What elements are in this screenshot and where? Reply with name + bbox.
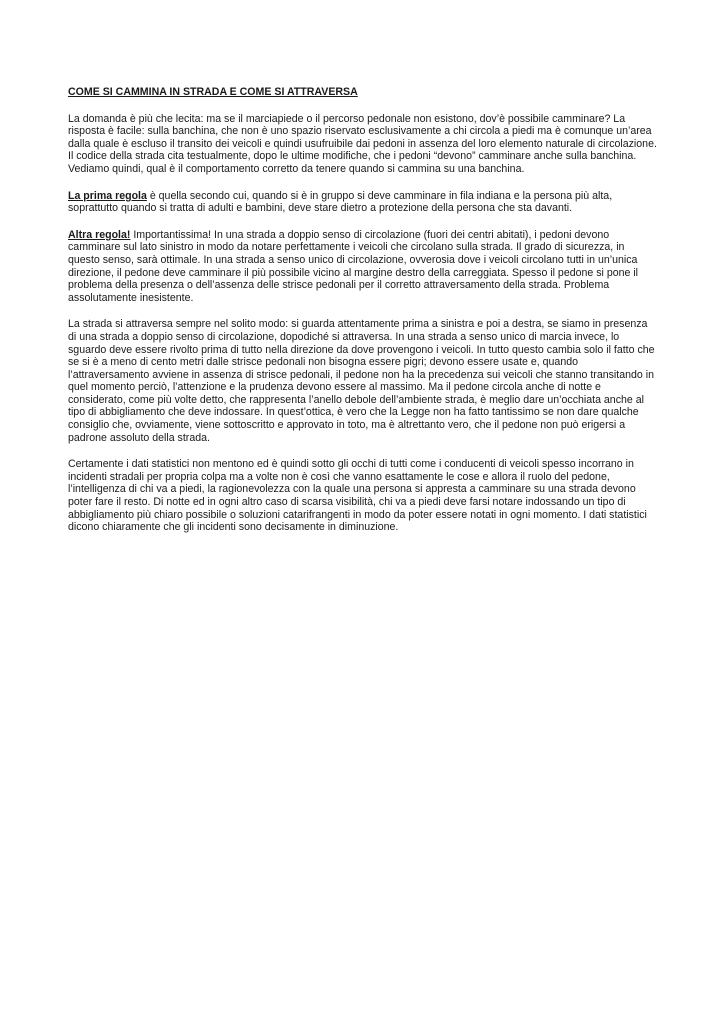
- paragraph-2-lead: La prima regola: [68, 189, 147, 202]
- paragraph-3: [68, 229, 658, 305]
- paragraph-1: [68, 113, 658, 176]
- paragraph-1-text: La domanda è più che lecita: ma se il marciapiede o il percorso pedonale non esistono, dov’è possibile camminare? La risposta è facile: sulla banchina, che non è uno spazio riservato esclusivamente a chi circola a piedi ma è comunque un’area dalla quale è escluso il transito dei veicoli e quindi usufruibile dai pedoni in assenza del loro elemento naturale di circolazione. Il codice della strada cita testualmente, dopo le ultime modifiche, che i pedoni “devono” camminare anche sulla banchina. Vediamo quindi, qual è il comportamento corretto da tenere quando si cammina su una banchina.: [68, 112, 657, 175]
- paragraph-2: [68, 190, 658, 215]
- document-page: [68, 86, 658, 548]
- paragraph-2-text: è quella secondo cui, quando si è in gruppo si deve camminare in fila indiana e la persona più alta, soprattutto quando si tratta di adulti e bambini, deve stare dietro a protezione della persona che sta davanti.: [68, 189, 613, 215]
- document-title: COME SI CAMMINA IN STRADA E COME SI ATTRAVERSA: [68, 86, 358, 98]
- paragraph-5: [68, 458, 658, 534]
- paragraph-4: [68, 318, 658, 444]
- paragraph-4-text: La strada si attraversa sempre nel solito modo: si guarda attentamente prima a sinistra e poi a destra, se siamo in presenza di una strada a doppio senso di circolazione, dopodiché si attraversa. In una strada a senso unico di marcia invece, lo sguardo deve essere rivolto prima di tutto nella direzione da dove provengono i veicoli. In tutto questo cambia solo il fatto che se si è a meno di cento metri dalle strisce pedonali non bisogna essere pigri; devono essere usate e, quando l’attraversamento avviene in assenza di strisce pedonali, il pedone non ha la precedenza sui veicoli che stanno transitando in quel momento perciò, l’attenzione e la prudenza devono essere al massimo. Ma il pedone circola anche di notte e considerato, come più volte detto, che rappresenta l’anello debole dell’ambiente strada, è meglio dare un’occhiata anche al tipo di abbigliamento che deve indossare. In quest’ottica, è vero che la Legge non ha fatto tantissimo se non dare qualche consiglio che, ovviamente, viene sottoscritto e approvato in toto, ma è altrettanto vero, che il pedone non può erigersi a padrone assoluto della strada.: [68, 318, 655, 444]
- paragraph-3-text: Importantissima! In una strada a doppio senso di circolazione (fuori dei centri abitati), i pedoni devono camminare sul lato sinistro in modo da notare perfettamente i veicoli che circolano sulla strada. Il grado di sicurezza, in questo senso, sarà ottimale. In una strada a senso unico di circolazione, ovverosia dove i veicoli circolano tutti in un’unica direzione, il pedone deve camminare il più possibile vicino al margine destro della carreggiata. Spesso il pedone si pone il problema della presenza o dell’assenza delle strisce pedonali per il corretto attraversamento della strada. Problema assolutamente inesistente.: [68, 228, 639, 304]
- paragraph-3-lead: Altra regola!: [68, 228, 131, 241]
- paragraph-5-text: Certamente i dati statistici non mentono ed è quindi sotto gli occhi di tutti come i conducenti di veicoli spesso incorrano in incidenti stradali per propria colpa ma a volte non è così che vanno esattamente le cose e allora il ruolo del pedone, l’intelligenza di chi va a piedi, la ragionevolezza con la quale una persona si appresta a camminare su una strada devono poter fare il resto. Di notte ed in ogni altro caso di scarsa visibilità, chi va a piedi deve farsi notare indossando un tipo di abbigliamento più chiaro possibile o soluzioni catarifrangenti in modo da poter essere notati in ogni momento. I dati statistici dicono chiaramente che gli incidenti sono decisamente in diminuzione.: [68, 458, 647, 534]
